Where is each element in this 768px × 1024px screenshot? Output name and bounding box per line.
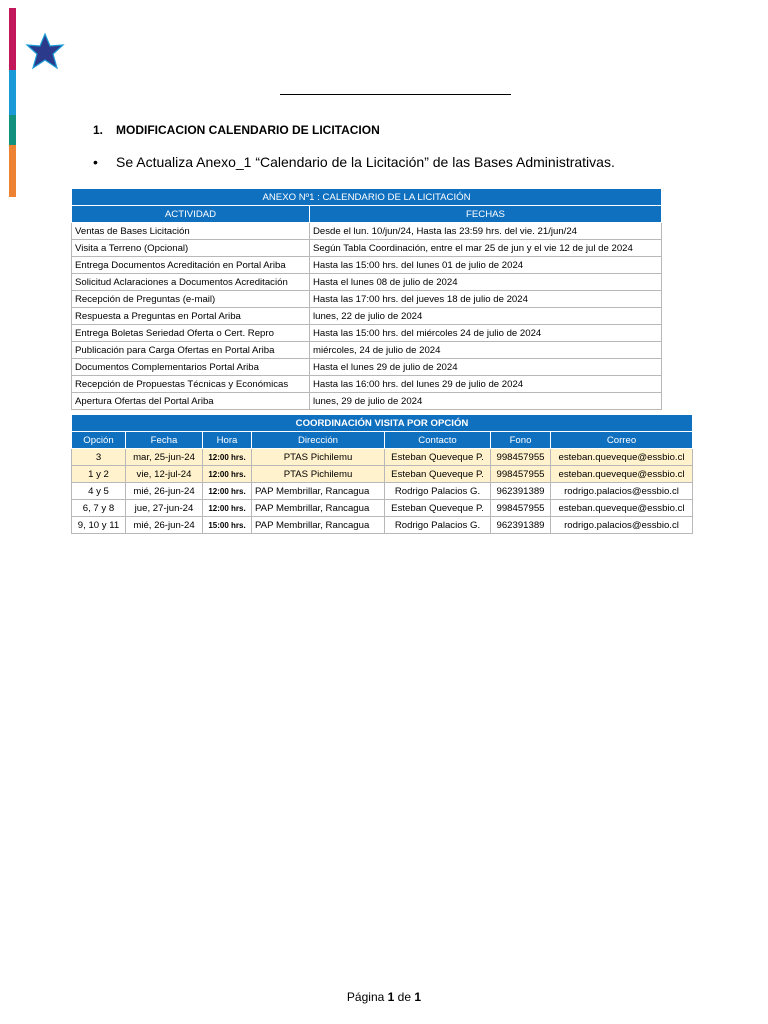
visit-col-header: Hora [203,432,252,449]
visit-address-cell: PAP Membrillar, Rancagua [252,483,385,500]
visit-time-cell: 12:00 hrs. [203,500,252,517]
bullet-item [93,154,615,170]
brand-bar-orange [9,145,16,197]
calendar-activity-cell: Entrega Documentos Acreditación en Portal Ariba [72,257,310,274]
visit-option-cell: 1 y 2 [72,466,126,483]
footer-current-page: 1 [387,990,395,1004]
calendar-col-activity: ACTIVIDAD [72,206,310,223]
visit-row [72,466,693,483]
visit-contact-cell: Rodrigo Palacios G. [385,483,491,500]
calendar-row [72,342,662,359]
brand-bar-teal [9,115,16,145]
visit-contact-cell: Esteban Queveque P. [385,500,491,517]
calendar-activity-cell: Visita a Terreno (Opcional) [72,240,310,257]
visit-contact-cell: Esteban Queveque P. [385,449,491,466]
visit-time-cell: 12:00 hrs. [203,466,252,483]
visit-time-cell: 15:00 hrs. [203,517,252,534]
visit-time-cell: 12:00 hrs. [203,483,252,500]
visit-phone-cell: 998457955 [491,466,551,483]
calendar-date-cell: Hasta el lunes 08 de julio de 2024 [310,274,662,291]
visit-coordination-table [71,414,693,534]
visit-row [72,483,693,500]
calendar-activity-cell: Ventas de Bases Licitación [72,223,310,240]
visit-row [72,449,693,466]
calendar-activity-cell: Publicación para Carga Ofertas en Portal Ariba [72,342,310,359]
section-number: 1. [93,123,104,137]
visit-phone-cell: 998457955 [491,449,551,466]
calendar-activity-cell: Documentos Complementarios Portal Ariba [72,359,310,376]
visit-date-cell: mié, 26-jun-24 [126,517,203,534]
visit-option-cell: 6, 7 y 8 [72,500,126,517]
footer-page-word: Página [346,990,385,1004]
visit-date-cell: mar, 25-jun-24 [126,449,203,466]
calendar-date-cell: miércoles, 24 de julio de 2024 [310,342,662,359]
visit-col-header: Fecha [126,432,203,449]
calendar-date-cell: Hasta el lunes 29 de julio de 2024 [310,359,662,376]
visit-phone-cell: 962391389 [491,517,551,534]
section-heading [93,123,380,137]
visit-date-cell: vie, 12-jul-24 [126,466,203,483]
bullet-text: Se Actualiza Anexo_1 “Calendario de la Licitación” de las Bases Administrativas. [116,154,615,170]
visit-email-cell: rodrigo.palacios@essbio.cl [551,517,693,534]
calendar-row [72,240,662,257]
calendar-row [72,291,662,308]
calendar-date-cell: lunes, 29 de julio de 2024 [310,393,662,410]
calendar-date-cell: Hasta las 16:00 hrs. del lunes 29 de julio de 2024 [310,376,662,393]
calendar-date-cell: lunes, 22 de julio de 2024 [310,308,662,325]
visit-address-cell: PTAS Pichilemu [252,449,385,466]
visit-date-cell: jue, 27-jun-24 [126,500,203,517]
section-title: MODIFICACION CALENDARIO DE LICITACION [116,123,380,137]
calendar-date-cell: Según Tabla Coordinación, entre el mar 25 de jun y el vie 12 de jul de 2024 [310,240,662,257]
visit-address-cell: PAP Membrillar, Rancagua [252,517,385,534]
brand-bar-magenta [9,8,16,70]
calendar-activity-cell: Apertura Ofertas del Portal Ariba [72,393,310,410]
calendar-row [72,359,662,376]
calendar-activity-cell: Entrega Boletas Seriedad Oferta o Cert. Repro [72,325,310,342]
calendar-row [72,257,662,274]
calendar-row [72,393,662,410]
calendar-col-dates: FECHAS [310,206,662,223]
calendar-activity-cell: Solicitud Aclaraciones a Documentos Acreditación [72,274,310,291]
visit-col-header: Correo [551,432,693,449]
header-rule [280,94,511,95]
visit-time-cell: 12:00 hrs. [203,449,252,466]
calendar-activity-cell: Respuesta a Preguntas en Portal Ariba [72,308,310,325]
visit-table-title: COORDINACIÓN VISITA POR OPCIÓN [72,415,693,432]
calendar-row [72,308,662,325]
visit-col-header: Contacto [385,432,491,449]
calendar-row [72,376,662,393]
visit-email-cell: rodrigo.palacios@essbio.cl [551,483,693,500]
calendar-row [72,223,662,240]
calendar-row [72,325,662,342]
visit-contact-cell: Rodrigo Palacios G. [385,517,491,534]
visit-email-cell: esteban.queveque@essbio.cl [551,500,693,517]
visit-option-cell: 9, 10 y 11 [72,517,126,534]
page-footer [0,990,768,1004]
visit-address-cell: PAP Membrillar, Rancagua [252,500,385,517]
visit-date-cell: mié, 26-jun-24 [126,483,203,500]
calendar-activity-cell: Recepción de Preguntas (e-mail) [72,291,310,308]
visit-row [72,500,693,517]
visit-contact-cell: Esteban Queveque P. [385,466,491,483]
calendar-date-cell: Hasta las 17:00 hrs. del jueves 18 de julio de 2024 [310,291,662,308]
visit-col-header: Dirección [252,432,385,449]
footer-total-pages: 1 [414,990,422,1004]
calendar-date-cell: Hasta las 15:00 hrs. del lunes 01 de julio de 2024 [310,257,662,274]
visit-email-cell: esteban.queveque@essbio.cl [551,449,693,466]
star-logo-icon [25,32,65,72]
footer-of-word: de [397,990,412,1004]
calendar-date-cell: Hasta las 15:00 hrs. del miércoles 24 de julio de 2024 [310,325,662,342]
calendar-table [71,188,662,410]
calendar-activity-cell: Recepción de Propuestas Técnicas y Económicas [72,376,310,393]
visit-option-cell: 4 y 5 [72,483,126,500]
calendar-date-cell: Desde el lun. 10/jun/24, Hasta las 23:59 hrs. del vie. 21/jun/24 [310,223,662,240]
visit-option-cell: 3 [72,449,126,466]
bullet-dot-icon: • [93,154,98,170]
calendar-row [72,274,662,291]
visit-email-cell: esteban.queveque@essbio.cl [551,466,693,483]
visit-address-cell: PTAS Pichilemu [252,466,385,483]
visit-col-header: Opción [72,432,126,449]
calendar-table-title: ANEXO Nº1 : CALENDARIO DE LA LICITACIÓN [72,189,662,206]
visit-row [72,517,693,534]
visit-phone-cell: 962391389 [491,483,551,500]
visit-phone-cell: 998457955 [491,500,551,517]
brand-bar-blue [9,70,16,115]
visit-col-header: Fono [491,432,551,449]
